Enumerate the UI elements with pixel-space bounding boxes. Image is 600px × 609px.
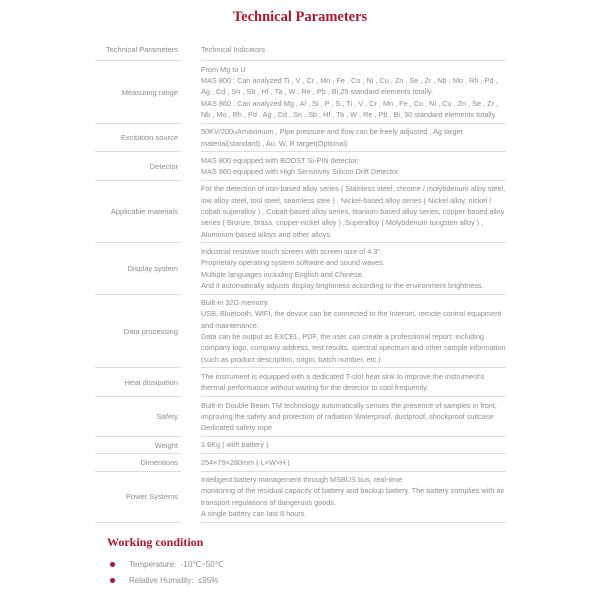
row-value bbox=[201, 295, 506, 369]
row-value-paragraph: Proprietary operating system software and sound waves. bbox=[201, 258, 385, 268]
row-value-paragraph: The instrument is equipped with a dedicated T-slot heat sink to improve the instrument's thermal performance without waiting for the detector to cool frequently. bbox=[201, 371, 485, 393]
row-value-paragraph: 1.6Kg ( with battery ) bbox=[201, 440, 269, 450]
row-value-paragraph: Data can be output as EXCEL, PDF, the user can create a professional report: including company logo, company address, test results, spectral spectrum and other sample information (such as product description, origin, batch number, etc.) bbox=[201, 332, 506, 364]
row-value bbox=[201, 61, 506, 123]
page-title: Technical Parameters bbox=[232, 9, 368, 25]
row-label: Display system bbox=[95, 243, 181, 294]
working-condition-item bbox=[110, 576, 600, 586]
row-value-paragraph: Multiple languages including English and Chinese. bbox=[201, 269, 364, 279]
working-condition-title: Working condition bbox=[107, 534, 204, 549]
table-header-row bbox=[95, 40, 506, 61]
table-row bbox=[95, 243, 506, 294]
row-value-paragraph: And it automatically adjusts display brightness according to the environment brightness. bbox=[201, 280, 484, 290]
table-row bbox=[95, 437, 506, 454]
table-header-label: Technical Parameters bbox=[95, 40, 181, 61]
table-row bbox=[95, 368, 506, 397]
working-condition-item-text: Temperature: -10℃~50℃ bbox=[129, 559, 224, 569]
row-value bbox=[201, 243, 506, 294]
row-value-paragraph: USB, Bluetooth, WIFI, the device can be connected to the Internet, remote control equipment and maintenance. bbox=[201, 309, 502, 330]
working-condition-item bbox=[110, 560, 600, 570]
row-label: Weight bbox=[95, 437, 181, 454]
working-condition-section bbox=[107, 535, 600, 586]
row-value-paragraph: From Mg to U bbox=[201, 64, 246, 74]
table-row bbox=[95, 397, 506, 437]
row-value-paragraph: monitoring of the residual capacity of battery and backup battery. The battery complies with air transport regulations of dangerous goods. bbox=[201, 486, 505, 507]
row-value bbox=[201, 368, 506, 397]
row-value-paragraph: Built-in Double Beam TM technology automatically senses the presence of samples in front, improving the safety and protection of radiation Waterproof, dustproof, shockproof suitcase Dedicated safety rope bbox=[201, 400, 497, 433]
table-row bbox=[95, 472, 506, 523]
spec-table bbox=[95, 40, 506, 523]
row-label: Heat dissipation bbox=[95, 368, 181, 397]
row-value bbox=[201, 454, 506, 471]
row-value-paragraph: 254×79×280mm ( L×W×H ) bbox=[201, 457, 290, 467]
working-condition-list bbox=[107, 560, 600, 586]
table-row bbox=[95, 61, 506, 123]
row-value bbox=[201, 181, 506, 243]
row-label: Excitation source bbox=[95, 124, 181, 153]
row-value-paragraph: MAS 800 : Can analyzed Ti , V , Cr , Mn , Fe , Co , Ni , Cu , Zn , Se , Zr , Nb , Mo , Rh , Pd , Ag , Cd , Sn , Sb , Hf , Ta , W , Re , Pb , Bi,25 standard elements totally. bbox=[201, 76, 498, 97]
row-label: Dimentions bbox=[95, 454, 181, 471]
row-label: Measuring range bbox=[95, 61, 181, 123]
table-body bbox=[95, 61, 506, 522]
table-row bbox=[95, 295, 506, 369]
table-row bbox=[95, 124, 506, 153]
row-value-paragraph: Intelligent battery management through MSBUS bus, real-time bbox=[201, 475, 403, 484]
row-value bbox=[201, 124, 506, 153]
row-value-paragraph: A single battery can last 8 hours. bbox=[201, 508, 307, 518]
row-value-paragraph: MAS 860 : Can analyzed Mg , Al , Si , P , S , Ti , V , Cr , Mn , Fe , Co , Ni , Cu , Zn , Se , Zr , Nb , Mo , Rh , Pd , Ag , Cd , Sn , Sb , Hf , Ta , W , Re , Pb , Bi, 30 standard elements totally. bbox=[201, 98, 499, 119]
table-row bbox=[95, 454, 506, 471]
row-value-paragraph: MAS 800 equipped with BOOST Si-PIN detector; bbox=[201, 155, 360, 165]
row-value bbox=[201, 472, 506, 523]
row-value bbox=[201, 397, 506, 437]
row-label: Applicable materials bbox=[95, 181, 181, 243]
technical-parameters-page bbox=[0, 9, 600, 586]
row-label: Power Systems bbox=[95, 472, 181, 523]
row-value-paragraph: MAS 860 equipped with High Sensitivity Silicon Drift Detector bbox=[201, 167, 399, 177]
row-value-paragraph: 50KV/200uAmaximum , Pipe pressure and flow can be freely adjusted , Ag target material(standard) , Au, W, R target(Optional) bbox=[201, 127, 463, 148]
row-label: Detector bbox=[95, 152, 181, 181]
row-label: Safety bbox=[95, 397, 181, 437]
working-condition-item-text: Relative Humidity: ≤95% bbox=[129, 575, 219, 585]
bullet-dot-icon bbox=[110, 578, 115, 583]
row-label: Data processing bbox=[95, 295, 181, 369]
bullet-dot-icon bbox=[110, 562, 115, 567]
table-row bbox=[95, 181, 506, 243]
row-value-paragraph: Industrial resistive touch screen with screen size of 4.3". bbox=[201, 246, 383, 256]
row-value-paragraph: For the detection of iron-based alloy series ( Stainless steel, chrome / molybdenum alloy steel, low alloy steel, tool steel, seamless stee ) , Nickel-based alloy series ( Nickel alloy, nickel / cobalt superalloy ) , Cobalt-based alloy series, titanium-based alloy series, copper-based alloy series ( Bronze, brass, copper-nickel alloy ) ,Superalloy ( Molybdenum tungsten alloy ) , Aluminum-based alloys and other alloys. bbox=[201, 184, 506, 239]
table-row bbox=[95, 152, 506, 181]
row-value-paragraph: Built-in 32G memory. bbox=[201, 298, 269, 308]
table-header-value: Technical Indicators bbox=[201, 40, 506, 61]
row-value bbox=[201, 437, 506, 454]
row-value bbox=[201, 152, 506, 181]
